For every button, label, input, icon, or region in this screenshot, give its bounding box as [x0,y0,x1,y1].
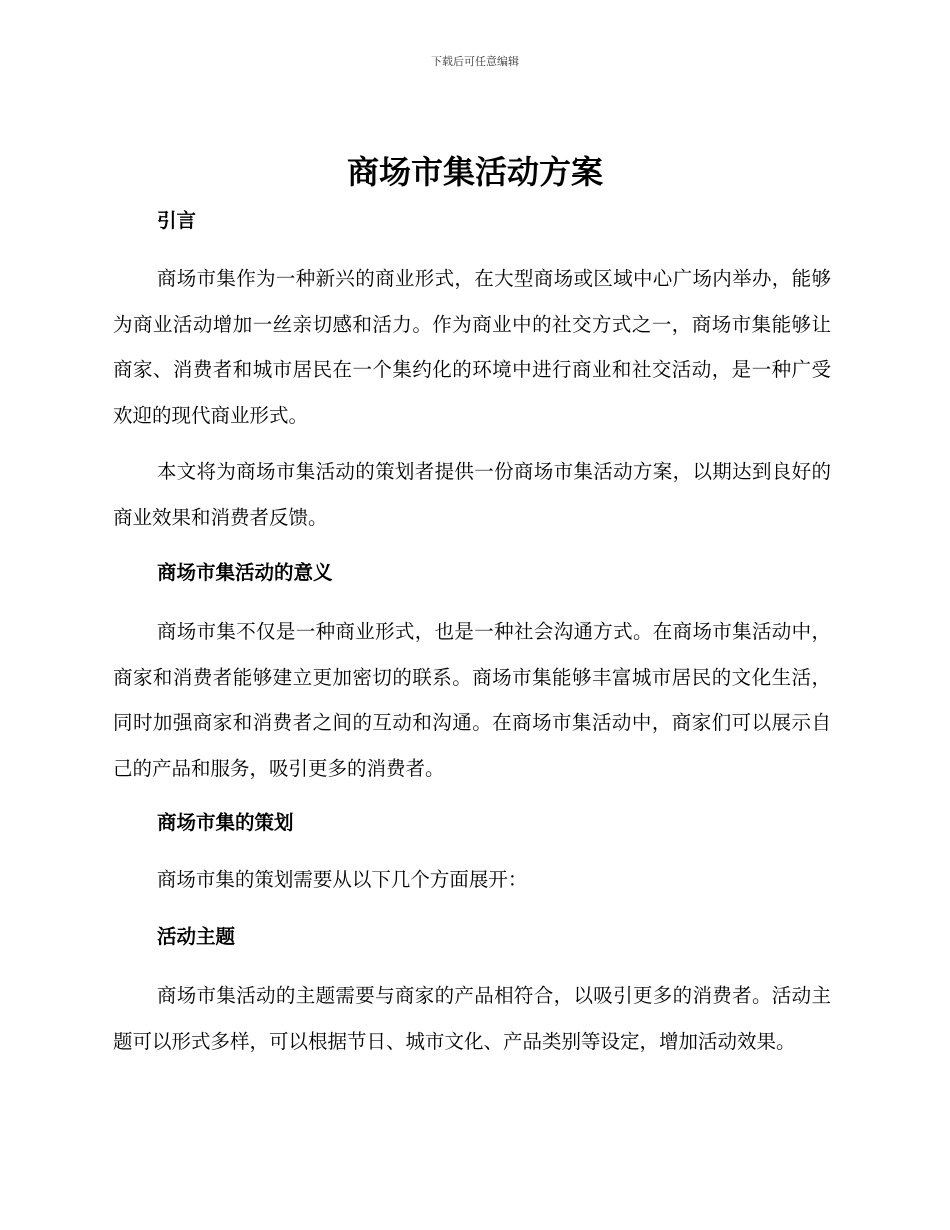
section-heading-planning: 商场市集的策划 [157,811,294,834]
document-title: 商场市集活动方案 [346,153,603,191]
paragraph: 商场市集活动的主题需要与商家的产品相符合，以吸引更多的消费者。活动主题可以形式多样，可以根据节日、城市文化、产品类别等设定，增加活动效果。 [113,984,831,1053]
section-heading-meaning: 商场市集活动的意义 [157,561,333,584]
paragraph: 商场市集的策划需要从以下几个方面展开： [156,868,528,891]
paragraph: 商场市集不仅是一种商业形式，也是一种社会沟通方式。在商场市集活动中，商家和消费者能够建立更加密切的联系。商场市集能够丰富城市居民的文化生活，同时加强商家和消费者之间的互动和沟通。在商场市集活动中，商家们可以展示自己的产品和服务，吸引更多的消费者。 [113,620,831,780]
page-header-note: 下载后可任意编辑 [431,55,519,68]
section-heading-theme: 活动主题 [157,925,236,948]
paragraph: 本文将为商场市集活动的策划者提供一份商场市集活动方案，以期达到良好的商业效果和消费者反馈。 [113,460,831,529]
section-heading-intro: 引言 [157,209,197,232]
paragraph: 商场市集作为一种新兴的商业形式，在大型商场或区域中心广场内举办，能够为商业活动增加一丝亲切感和活力。作为商业中的社交方式之一，商场市集能够让商家、消费者和城市居民在一个集约化的环境中进行商业和社交活动，是一种广受欢迎的现代商业形式。 [113,267,831,427]
